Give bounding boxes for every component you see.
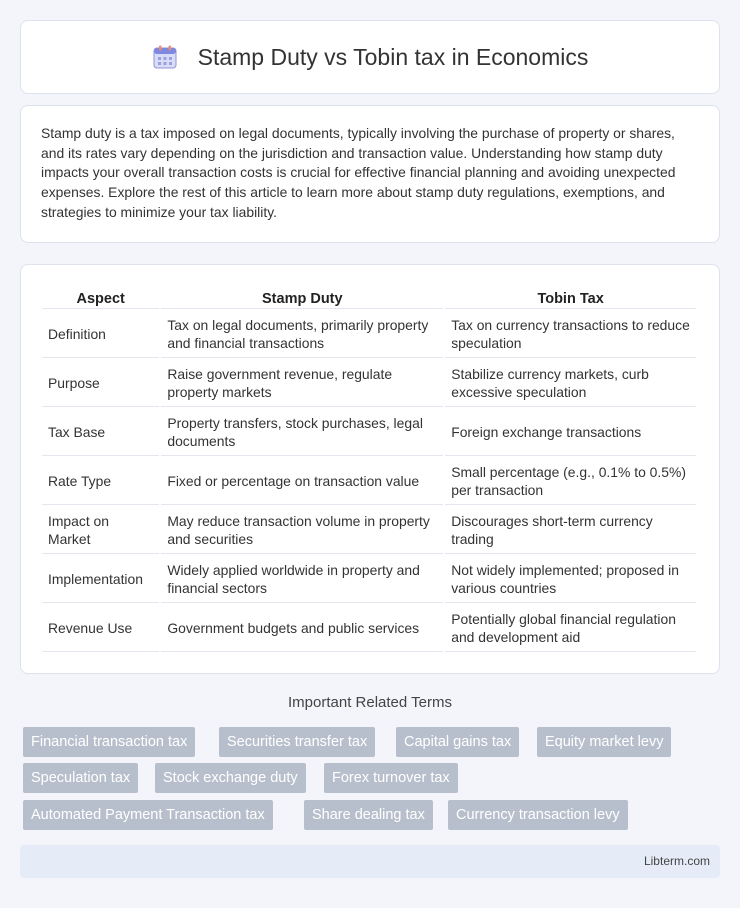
table-row	[42, 605, 696, 652]
cell-tobin-tax: Tax on currency transactions to reduce speculation	[445, 311, 696, 358]
header-stamp-duty: Stamp Duty	[161, 287, 443, 309]
table-row	[42, 360, 696, 407]
cell-tobin-tax: Small percentage (e.g., 0.1% to 0.5%) per transaction	[445, 458, 696, 505]
cell-aspect: Tax Base	[42, 409, 159, 456]
cell-stamp-duty: May reduce transaction volume in property and securities	[161, 507, 443, 554]
related-term-tag[interactable]: Speculation tax	[23, 763, 138, 793]
cell-tobin-tax: Not widely implemented; proposed in various countries	[445, 556, 696, 603]
cell-aspect: Rate Type	[42, 458, 159, 505]
header-tobin-tax: Tobin Tax	[445, 287, 696, 309]
table-header-row	[42, 287, 696, 309]
cell-stamp-duty: Property transfers, stock purchases, legal documents	[161, 409, 443, 456]
footer	[20, 845, 720, 878]
cell-tobin-tax: Foreign exchange transactions	[445, 409, 696, 456]
page-header	[20, 20, 720, 94]
related-term-tag[interactable]: Stock exchange duty	[155, 763, 306, 793]
cell-stamp-duty: Tax on legal documents, primarily property and financial transactions	[161, 311, 443, 358]
cell-stamp-duty: Widely applied worldwide in property and financial sectors	[161, 556, 443, 603]
related-terms-title: Important Related Terms	[288, 694, 452, 711]
calendar-icon	[152, 44, 178, 70]
cell-aspect: Revenue Use	[42, 605, 159, 652]
related-term-tag[interactable]: Capital gains tax	[396, 727, 519, 757]
table-row	[42, 507, 696, 554]
header-aspect: Aspect	[42, 287, 159, 309]
related-term-tag[interactable]: Equity market levy	[537, 727, 671, 757]
cell-aspect: Purpose	[42, 360, 159, 407]
table-row	[42, 556, 696, 603]
table-row	[42, 458, 696, 505]
cell-stamp-duty: Fixed or percentage on transaction value	[161, 458, 443, 505]
related-term-tag[interactable]: Securities transfer tax	[219, 727, 375, 757]
comparison-table-card	[20, 264, 720, 674]
table-row	[42, 311, 696, 358]
cell-aspect: Impact on Market	[42, 507, 159, 554]
related-term-tag[interactable]: Automated Payment Transaction tax	[23, 800, 273, 830]
cell-tobin-tax: Potentially global financial regulation and development aid	[445, 605, 696, 652]
related-term-tag[interactable]: Currency transaction levy	[448, 800, 628, 830]
cell-tobin-tax: Discourages short-term currency trading	[445, 507, 696, 554]
cell-aspect: Implementation	[42, 556, 159, 603]
cell-aspect: Definition	[42, 311, 159, 358]
related-term-tag[interactable]: Share dealing tax	[304, 800, 433, 830]
related-term-tag[interactable]: Financial transaction tax	[23, 727, 195, 757]
related-term-tag[interactable]: Forex turnover tax	[324, 763, 458, 793]
cell-tobin-tax: Stabilize currency markets, curb excessive speculation	[445, 360, 696, 407]
comparison-table	[40, 285, 698, 654]
table-row	[42, 409, 696, 456]
page-title: Stamp Duty vs Tobin tax in Economics	[197, 43, 589, 70]
intro-section	[20, 105, 720, 243]
cell-stamp-duty: Government budgets and public services	[161, 605, 443, 652]
footer-site-link[interactable]: Libterm.com	[643, 854, 710, 868]
cell-stamp-duty: Raise government revenue, regulate property markets	[161, 360, 443, 407]
intro-text: Stamp duty is a tax imposed on legal documents, typically involving the purchase of property or shares, and its rates vary depending on the jurisdiction and transaction value. Understanding how stamp duty impacts your overall transaction costs is crucial for effective financial planning and avoiding unexpected expenses. Explore the rest of this article to learn more about stamp duty regulations, exemptions, and strategies to minimize your tax liability.	[41, 125, 676, 220]
